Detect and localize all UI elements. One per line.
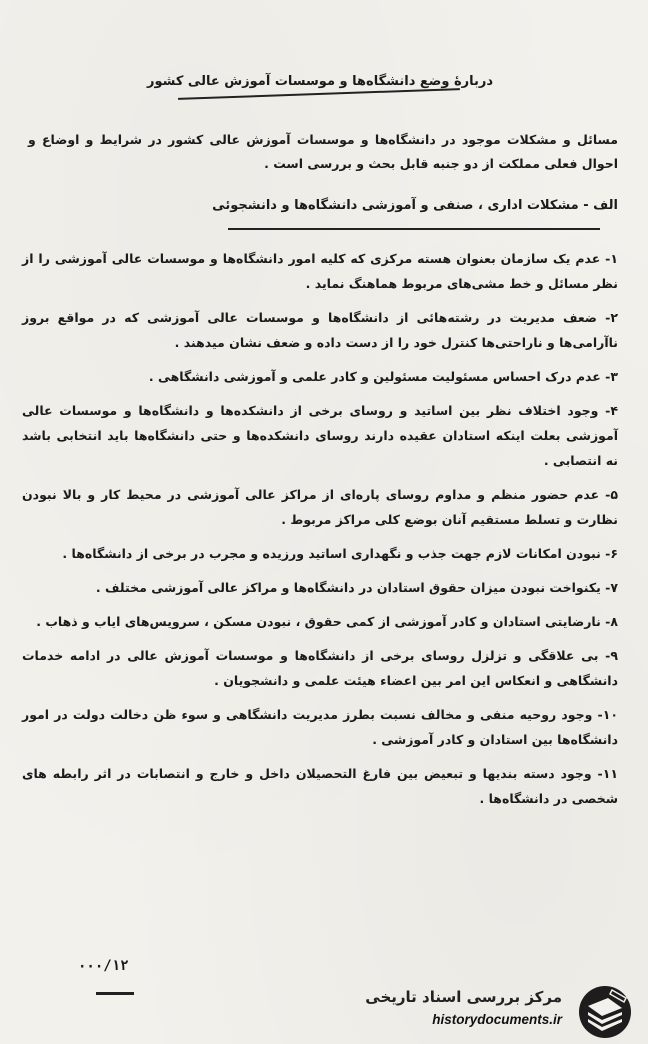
list-item-1: ۱- عدم یک سازمان بعنوان هسته مرکزی که کلیه امور دانشگاه‌ها و موسسات عالی آموزشی را از نظر مسائل و خط مشی‌های مربوط هماهنگ نماید . — [22, 251, 618, 291]
title-underline — [178, 88, 460, 100]
section-a-heading: الف - مشکلات اداری ، صنفی و آموزشی دانشگاه‌ها و دانشجوئی — [212, 198, 618, 213]
list-item-8: ۸- نارضایتی استادان و کادر آموزشی از کمی حقوق ، نبودن مسکن ، سرویس‌های ایاب و ذهاب . — [36, 614, 618, 629]
footer-dash — [96, 992, 134, 995]
intro-paragraph: مسائل و مشکلات موجود در دانشگاه‌ها و موسسات آموزش عالی کشور در شرایط و اوضاع و احوال فعلی مملکت از دو جنبه قابل بحث و بررسی است . — [28, 132, 618, 171]
section-heading-underline — [228, 228, 600, 230]
list-item-9: ۹- بی علاقگی و تزلزل روسای برخی از دانشگاه‌ها و موسسات آموزش عالی در ادامه خدمات دانشگاهی و انعکاس این امر بین اعضاء هیئت علمی و دانشجویان . — [22, 648, 618, 688]
list-item-3: ۳- عدم درک احساس مسئولیت مسئولین و کادر علمی و آموزشی دانشگاهی . — [148, 369, 618, 384]
document-stack-logo-icon — [574, 984, 636, 1040]
list-item-5: ۵- عدم حضور منظم و مداوم روسای پاره‌ای از مراکز عالی آموزشی در محیط کار و بالا نبودن نظارت و تسلط مستقیم آنان بوضع کلی مراکز مربوط . — [22, 487, 618, 527]
watermark-url: historydocuments.ir — [432, 1012, 562, 1027]
list-item-2: ۲- ضعف مدیریت در رشته‌هائی از دانشگاه‌ها و موسسات عالی آموزشی که در مواقع بروز ناآرامی‌ها و ناراحتی‌ها کنترل خود را از دست داده و ضعف نشان میدهند . — [22, 310, 618, 350]
list-item-11: ۱۱- وجود دسته بندیها و تبعیض بین فارغ التحصیلان داخل و خارج و انتصابات در اثر رابطه های شخصی در دانشگاه‌ها . — [22, 766, 618, 806]
document-title: دربارۀ وضع دانشگاه‌ها و موسسات آموزش عالی کشور — [146, 74, 494, 89]
footer-document-number: ۰۰۰/۱۲ — [78, 958, 129, 974]
watermark — [350, 982, 640, 1040]
list-item-4: ۴- وجود اختلاف نظر بین اساتید و روسای برخی از دانشکده‌ها و دانشگاه‌ها و موسسات عالی آموزشی بعلت اینکه استادان عقیده دارند روسای دانشکده‌ها و حتی دانشگاه‌ها باید انتخابی باشد نه انتصابی . — [22, 403, 618, 468]
issues-list — [22, 246, 618, 820]
list-item-6: ۶- نبودن امکانات لازم جهت جذب و نگهداری اساتید ورزیده و مجرب در برخی از دانشگاه‌ها . — [62, 546, 618, 561]
list-item-7: ۷- یکنواخت نبودن میزان حقوق استادان در دانشگاه‌ها و مراکز عالی آموزشی مختلف . — [95, 580, 618, 595]
list-item-10: ۱۰- وجود روحیه منفی و مخالف نسبت بطرز مدیریت دانشگاهی و سوء ظن دخالت دولت در امور دانشگاه‌ها بین استادان و کادر آموزشی . — [22, 707, 618, 747]
watermark-name: مرکز بررسی اسناد تاریخی — [365, 988, 562, 1006]
